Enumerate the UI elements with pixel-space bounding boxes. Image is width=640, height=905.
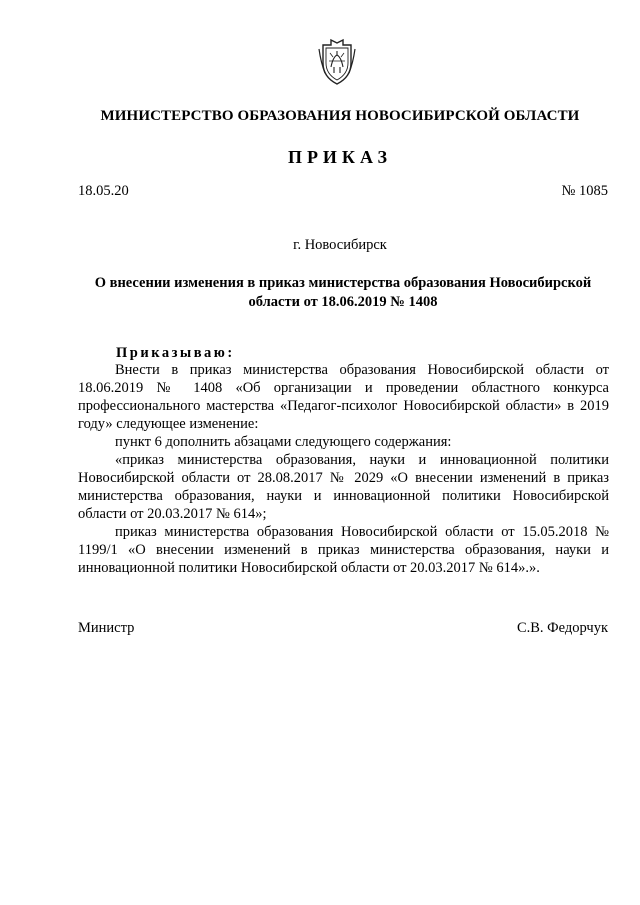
body-paragraph: Внести в приказ министерства образования Новосибирской области от 18.06.2019 № 1408 «Об организации и проведении областного конкурса профессионального мастерства «Педагог-психолог Новосибирской области» в 2019 году» следующее изменение: [78, 362, 609, 432]
order-word: Приказываю: [116, 345, 235, 361]
ministry-name: МИНИСТЕРСТВО ОБРАЗОВАНИЯ НОВОСИБИРСКОЙ ОБЛАСТИ [100, 108, 580, 124]
document-subject [78, 274, 608, 312]
subject-line-1: О внесении изменения в приказ министерства образования Новосибирской [94, 275, 592, 291]
subject-line-2: области от 18.06.2019 № 1408 [248, 294, 438, 310]
signature-name: С.В. Федорчук [516, 620, 608, 636]
document-city: г. Новосибирск [293, 237, 387, 253]
body-paragraph: «приказ министерства образования, науки и инновационной политики Новосибирской области от 28.08.2017 № 2029 «О внесении изменений в приказ министерства образования, науки и инновационной политики Новосибирской области от 20.03.2017 № 614»; [78, 452, 609, 522]
document-number: № 1085 [561, 183, 608, 199]
signature-title: Министр [78, 620, 135, 636]
coat-of-arms-icon [317, 37, 357, 87]
document-body [78, 361, 609, 577]
document-type: ПРИКАЗ [287, 147, 393, 167]
body-paragraph: пункт 6 дополнить абзацами следующего содержания: [115, 434, 452, 450]
body-paragraph: приказ министерства образования Новосибирской области от 15.05.2018 № 1199/1 «О внесении изменений в приказ министерства образования, науки и инновационной политики Новосибирской области от 20.03.2017 № 614».». [78, 524, 609, 576]
document-date: 18.05.20 [78, 183, 129, 199]
